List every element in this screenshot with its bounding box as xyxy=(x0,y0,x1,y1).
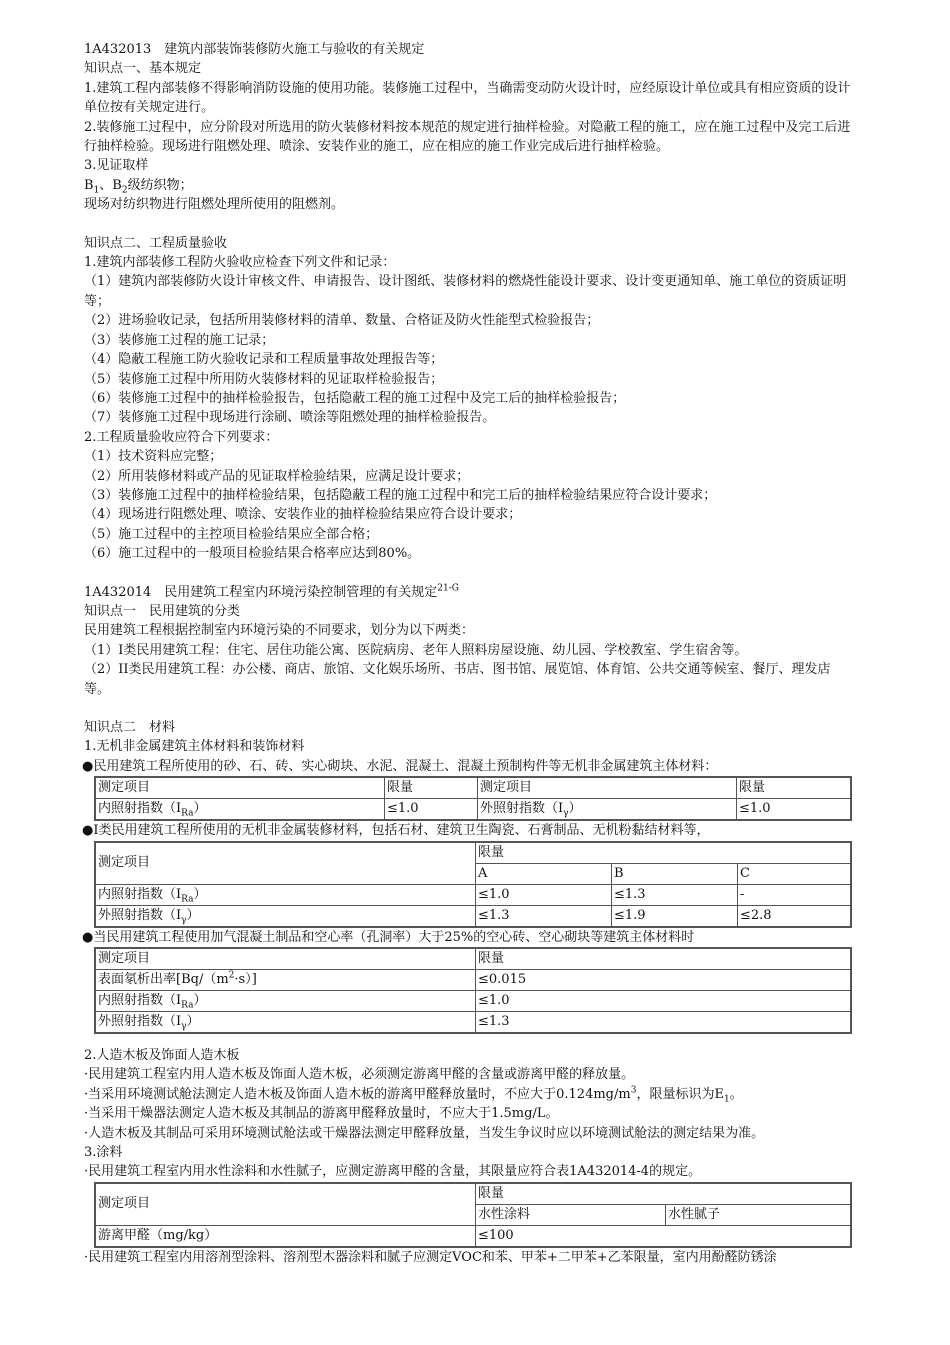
table-cell: 表面氡析出率$[Bq/(m^2\cdot s)]$ xyxy=(95,970,476,991)
list-item: （1）建筑内部装修防火设计审核文件、申请报告、设计图纸、装修材料的燃烧性能设计要求、设计变更通知单、施工单位的资质证明等； xyxy=(84,274,847,309)
paragraph: ·民用建筑工程室内用溶剂型涂料、溶剂型木器涂料和腻子应测定VOC和苯、甲苯+二甲苯+乙苯限量，室内用酚醛防锈涂 xyxy=(84,1249,777,1265)
section-title: 1A432013 建筑内部装饰装修防火施工与验收的有关规定 xyxy=(84,42,425,57)
table-cell: C xyxy=(738,863,852,884)
table-cell: 外照射指数$(I_\gamma)$ xyxy=(95,905,476,927)
bullet-paragraph: ●民用建筑工程所使用的砂、石、砖、实心砌块、水泥、混凝土、混凝土预制构件等无机非金属建筑主体材料： xyxy=(82,758,718,774)
paragraph: 3.见证取样 xyxy=(84,158,149,174)
radon-limit-table xyxy=(94,947,852,1034)
table-cell: 测定项目 xyxy=(478,777,737,799)
table-cell: ≤1.3 xyxy=(612,884,738,905)
paragraph: 1.建筑内部装修工程防火验收应检查下列文件和记录： xyxy=(84,255,396,271)
table-cell: 内照射指数$(I_{Ra})$ xyxy=(95,991,476,1012)
table-row xyxy=(95,948,851,970)
knowledge-point-heading: 知识点一、基本规定 xyxy=(84,61,202,77)
table-cell: 限量 xyxy=(476,842,852,864)
table-cell: ≤0.015 xyxy=(476,970,852,991)
table-cell: 限量 xyxy=(476,948,852,970)
list-item: （6）装修施工过程中的抽样检验报告，包括隐蔽工程的施工过程中及完工后的抽样检验报告； xyxy=(84,390,626,406)
table-cell: ≤2.8 xyxy=(738,905,852,927)
table-cell: - xyxy=(738,884,852,905)
paragraph: 民用建筑工程根据控制室内环境污染的不同要求，划分为以下两类： xyxy=(84,623,475,639)
list-item: （7）装修施工过程中现场进行涂刷、喷涂等阻燃处理的抽样检验报告。 xyxy=(84,410,496,426)
table-cell: 水性涂料 xyxy=(476,1204,666,1225)
table-cell: 测定项目 xyxy=(95,842,476,885)
paragraph: ·当采用环境测试舱法测定人造木板及饰面人造木板的游离甲醛释放量时，不应大于$0.124mg/m^3$，限量标识为$E_1$。 xyxy=(84,1085,743,1105)
paragraph: 2.工程质量验收应符合下列要求： xyxy=(84,429,279,445)
table-row xyxy=(95,1225,851,1247)
paragraph: （1）I类民用建筑工程：住宅、居住功能公寓、医院病房、老年人照料房屋设施、幼儿园、学校教室、学生宿舍等。 xyxy=(84,642,748,658)
table-row xyxy=(95,884,851,905)
table-cell: ≤1.3 xyxy=(476,905,612,927)
table-cell: 外照射指数$(I_\gamma)$ xyxy=(478,799,737,821)
bullet-paragraph: ●当民用建筑工程使用加气混凝土制品和空心率（孔洞率）大于25%的空心砖、空心砌块等建筑主体材料时 xyxy=(82,929,695,945)
table-cell: 测定项目 xyxy=(95,948,476,970)
list-item: （4）隐蔽工程施工防火验收记录和工程质量事故处理报告等； xyxy=(84,352,444,368)
paragraph: ·民用建筑工程室内用人造木板及饰面人造木板，必须测定游离甲醛的含量或游离甲醛的释放量。 xyxy=(84,1067,635,1083)
table-row xyxy=(95,991,851,1012)
table-row xyxy=(95,777,851,799)
list-item: （3）装修施工过程中的抽样检验结果，包括隐蔽工程的施工过程中和完工后的抽样检验结果应符合设计要求； xyxy=(84,487,717,503)
table-cell: ≤1.0 xyxy=(476,884,612,905)
paragraph: 现场对纺织物进行阻燃处理所使用的阻燃剂。 xyxy=(84,197,345,213)
table-cell: 外照射指数$(I_\gamma)$ xyxy=(95,1012,476,1034)
document-page xyxy=(84,40,856,1267)
list-item: （3）装修施工过程的施工记录； xyxy=(84,332,275,348)
table-row xyxy=(95,970,851,991)
table-cell: 内照射指数$(I_{Ra})$ xyxy=(95,884,476,905)
bullet-paragraph: ●I类民用建筑工程所使用的无机非金属装修材料，包括石材、建筑卫生陶瓷、石膏制品、无机粉黏结材料等， xyxy=(82,823,710,839)
list-item: （1）技术资料应完整； xyxy=(84,449,223,465)
table-cell: 限量 xyxy=(737,777,852,799)
table-cell: ≤1.0 xyxy=(476,991,852,1012)
paragraph: （2）II类民用建筑工程：办公楼、商店、旅馆、文化娱乐场所、书店、图书馆、展览馆、体育馆、公共交通等候室、餐厅、理发店等。 xyxy=(84,662,831,697)
list-item: （5）装修施工过程中所用防火装修材料的见证取样检验报告； xyxy=(84,371,444,387)
table-cell: 限量 xyxy=(476,1183,852,1205)
table-cell: ≤1.3 xyxy=(476,1012,852,1034)
table-cell: A xyxy=(476,863,612,884)
table-row xyxy=(95,799,851,821)
table-cell: 测定项目 xyxy=(95,777,385,799)
table-cell: 测定项目 xyxy=(95,1183,476,1226)
list-item: （6）施工过程中的一般项目检验结果合格率应达到80%。 xyxy=(84,546,421,562)
radiation-limit-table-main xyxy=(94,776,852,821)
paragraph: ·人造木板及其制品可采用环境测试舱法或干燥器法测定甲醛释放量，当发生争议时应以环境测试舱法的测定结果为准。 xyxy=(84,1125,765,1141)
list-item: （4）现场进行阻燃处理、喷涂、安装作业的抽样检验结果应符合设计要求； xyxy=(84,507,522,523)
table-cell: ≤100 xyxy=(476,1225,852,1247)
table-cell: 游离甲醛（mg/kg） xyxy=(95,1225,476,1247)
subheading: 1.无机非金属建筑主体材料和装饰材料 xyxy=(84,739,305,755)
paragraph: 2.装修施工过程中，应分阶段对所选用的防火装修材料按本规范的规定进行抽样检验。对隐蔽工程的施工，应在施工过程中及完工后进行抽样检验。现场进行阻燃处理、喷涂、安装作业的施工，应在相应的施工作业完成后进行抽样检验。 xyxy=(84,119,851,155)
radiation-limit-table-decor xyxy=(94,841,852,928)
table-row xyxy=(95,842,851,864)
knowledge-point-heading: 知识点二、工程质量验收 xyxy=(84,235,228,251)
table-row xyxy=(95,1183,851,1205)
table-cell: 内照射指数$(I_{Ra})$ xyxy=(95,799,385,821)
list-item: （2）进场验收记录，包括所用装修材料的清单、数量、合格证及防火性能型式检验报告； xyxy=(84,313,600,329)
formaldehyde-limit-table xyxy=(94,1182,852,1248)
table-cell: 水性腻子 xyxy=(666,1204,852,1225)
list-item: （2）所用装修材料或产品的见证取样检验结果，应满足设计要求； xyxy=(84,468,470,484)
subheading: 2.人造木板及饰面人造木板 xyxy=(84,1048,240,1064)
paragraph: ·当采用干燥器法测定人造木板及其制品的游离甲醛释放量时，不应大于1.5mg/L。 xyxy=(84,1106,559,1122)
section-title: 1A432014 民用建筑工程室内环境污染控制管理的有关规定$^{21-G}$ xyxy=(84,583,459,600)
paragraph: $B_1$、$B_2$级纺织物； xyxy=(84,177,193,196)
list-item: （5）施工过程中的主控项目检验结果应全部合格； xyxy=(84,526,379,542)
table-cell: ≤1.0 xyxy=(385,799,478,821)
table-cell: ≤1.0 xyxy=(737,799,852,821)
knowledge-point-heading: 知识点二 材料 xyxy=(84,720,176,735)
paragraph: 1.建筑工程内部装修不得影响消防设施的使用功能。装修施工过程中，当确需变动防火设计时，应经原设计单位或具有相应资质的设计单位按有关规定进行。 xyxy=(84,80,851,116)
table-cell: ≤1.9 xyxy=(612,905,738,927)
table-row xyxy=(95,1012,851,1034)
table-row xyxy=(95,905,851,927)
knowledge-point-heading: 知识点一 民用建筑的分类 xyxy=(84,603,241,619)
table-cell: B xyxy=(612,863,738,884)
paragraph: ·民用建筑工程室内用水性涂料和水性腻子，应测定游离甲醛的含量，其限量应符合表1A432014-4的规定。 xyxy=(84,1164,702,1180)
table-cell: 限量 xyxy=(385,777,478,799)
subheading: 3.涂料 xyxy=(84,1145,123,1161)
